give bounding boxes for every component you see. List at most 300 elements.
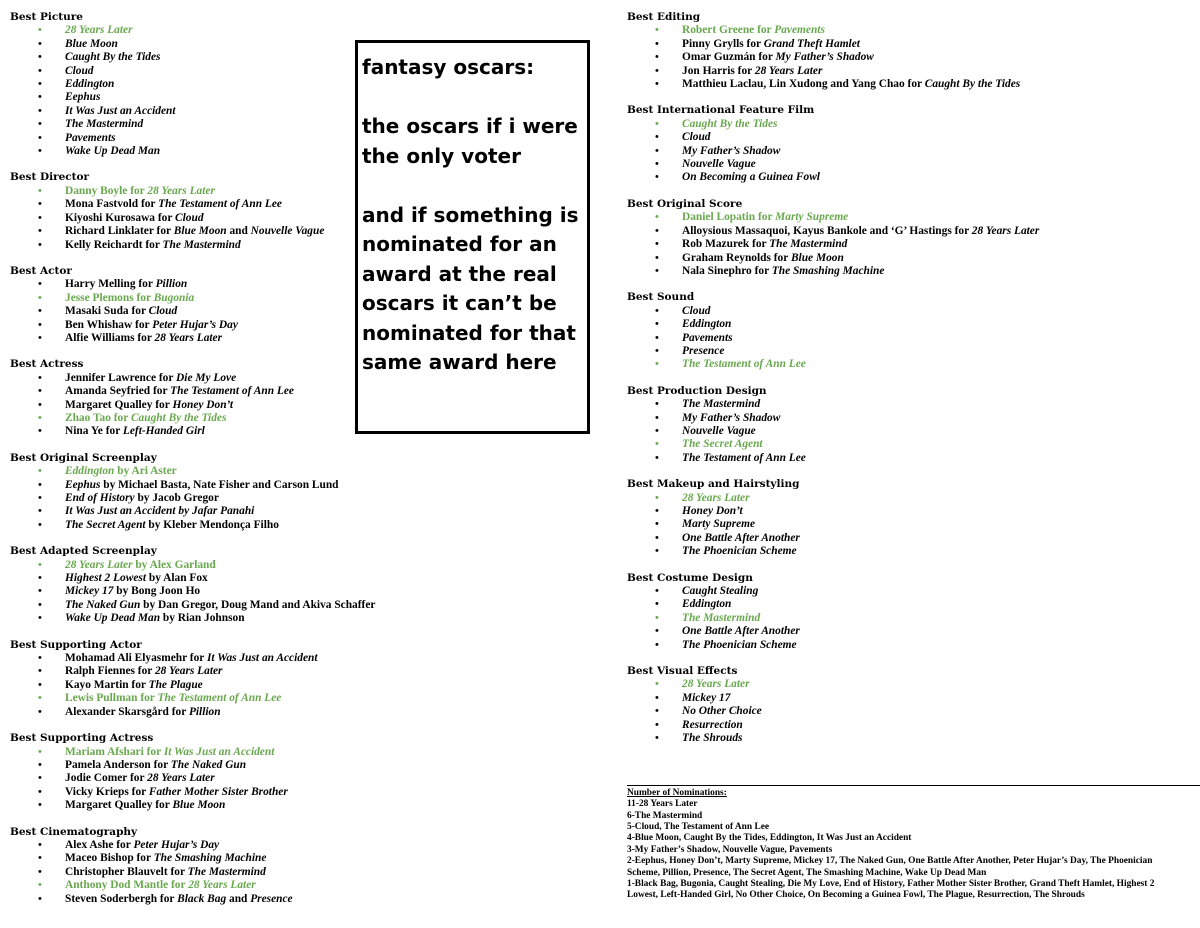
winner-nominee [10,412,355,425]
nominee [10,786,355,799]
nominee-text: Rob Mazurek for [682,238,770,251]
nominee-text: by Dan Gregor, Doug Mand and Akiva Schaffer [140,598,376,611]
winner-nominee [627,678,1200,691]
film-title: 28 Years Later [65,558,133,571]
film-title: 28 Years Later [754,64,823,77]
nominee [10,78,355,91]
winner-nominee [10,24,355,37]
nominee [10,372,355,385]
film-title: The Mastermind [769,238,848,251]
film-title: Cloud [682,131,711,144]
film-title: The Phoenician Scheme [682,638,797,651]
nominee [10,278,355,291]
nominee [10,492,355,505]
nominee-text: by Alan Fox [146,572,208,585]
winner-nominee [10,465,355,478]
nominee [10,598,376,612]
nominee [10,585,355,598]
nominee [627,225,1200,238]
film-title: The Testament of Ann Lee [682,451,806,464]
film-title: It Was Just an Accident by Jafar Panahi [65,505,255,518]
nominee-text: Vicky Krieps for [65,785,149,798]
film-title: Honey Don’t [172,398,234,411]
winner-nominee [627,612,1200,625]
nominee [10,572,355,585]
nominee-text: Daniel Lopatin for [682,211,776,224]
category-title: Best Visual Effects [627,665,738,678]
nominee-text: Steven Soderbergh for [65,892,178,905]
film-title: Pavements [682,331,733,344]
nominee-text: Danny Boyle for [65,184,148,197]
nominee-text: Nina Ye for [65,425,123,438]
film-title: The Mastermind [65,118,144,131]
film-title: The Shrouds [682,732,743,745]
nominee [627,318,1200,331]
nominee-list [627,492,1200,559]
film-title: Honey Don’t [682,505,743,517]
nominee [627,692,1200,705]
nominee-text: Graham Reynolds for [682,251,791,264]
winner-nominee [10,559,355,572]
film-title: Highest 2 Lowest [65,572,147,585]
nominee [10,305,355,318]
film-title: Eddington [682,598,732,611]
nominee-list [627,24,1200,91]
film-title: 28 Years Later [154,665,223,678]
category-section [627,385,1200,465]
nominee [10,612,355,625]
nominee-text: Ben Whishaw for [65,318,153,331]
film-title: 28 Years Later [971,224,1040,237]
nominee-text: Alex Ashe for [65,838,134,851]
film-title: Cloud [175,211,204,224]
nominee [10,665,355,678]
category-section [627,11,1200,91]
film-title: On Becoming a Guinea Fowl [682,171,820,184]
nominee [627,732,1200,745]
nominee [627,305,1200,318]
nominee [627,51,1200,64]
promo-spacer [362,83,583,113]
nominee [10,105,355,118]
winner-nominee [627,438,1200,451]
category-section [627,572,1200,652]
nominee [627,425,1200,438]
nominee-text: Zhao Tao for [65,411,131,424]
summary-line: 3-My Father’s Shadow, Nouvelle Vague, Pavements [627,844,833,855]
winner-nominee [10,692,355,705]
nominee-text: Mona Fastvold for [65,198,159,211]
nominee [627,452,1200,465]
film-title: Blue Moon [173,225,227,238]
nominee-text: Kelly Reichardt for [65,238,163,251]
film-title: Wake Up Dead Man [65,145,161,158]
nominee [10,679,355,692]
nominee-text: Alloysious Massaquoi, Kayus Bankole and ‘G’ Hastings for [682,224,972,237]
film-title: 28 Years Later [65,24,133,37]
film-title: 28 Years Later [154,331,223,344]
film-title: Cloud [65,64,94,77]
category-section [10,11,355,158]
category-title: Best Editing [627,11,701,23]
nominee-list [10,465,355,532]
nominee [627,598,1200,611]
film-title: Peter Hujar’s Day [133,838,220,851]
film-title: One Battle After Another [682,531,800,544]
nominee-text: by Bong Joon Ho [113,585,201,598]
film-title: 28 Years Later [682,678,750,691]
film-title: It Was Just an Accident [65,104,176,117]
nominee-text: by Ari Aster [114,465,177,478]
film-title: The Testament of Ann Lee [682,358,806,371]
summary-line: 1-Black Bag, Bugonia, Caught Stealing, Die My Love, End of History, Father Mother Sister Brother, Grand Theft Hamlet, Highest 2 [627,879,1155,890]
category-section [10,639,355,719]
left-column [10,11,376,919]
nominee [10,839,355,852]
film-title: Blue Moon [790,251,844,264]
category-title: Best Actor [10,264,72,277]
nominee [10,385,355,398]
summary-line: 4-Blue Moon, Caught By the Tides, Eddington, It Was Just an Accident [627,833,912,844]
nominee [10,652,355,665]
category-title: Best International Feature Film [627,104,815,117]
nominee-text: Kayo Martin for [65,678,149,691]
film-title: Pavements [774,24,825,37]
nominee-text: Amanda Seyfried for [65,385,171,398]
film-title: Eddington [65,78,115,91]
nominee-text: Christopher Blauvelt for [65,865,188,878]
promo-heading: fantasy oscars: [362,55,535,79]
nominee-text: Margaret Qualley for [65,398,173,411]
film-title: The Mastermind [187,865,266,878]
film-title: 28 Years Later [147,772,215,785]
nominee [627,719,1200,732]
nominee-text: Lewis Pullman for [65,692,158,705]
nominee [627,412,1200,425]
summary-line: 6-The Mastermind [627,810,703,821]
film-title: My Father’s Shadow [682,144,781,157]
nominee [10,759,355,772]
film-title: The Testament of Ann Lee [158,198,282,211]
summary-line: 11-28 Years Later [627,799,698,810]
film-title: Pavements [65,131,116,144]
nominations-summary [627,785,1200,902]
nominee-list [627,118,1200,185]
nominee-list [10,652,355,719]
nominee-text: by Kleber Mendonça Filho [145,518,279,531]
nominee [627,639,1200,652]
nominee-text: Jon Harris for [682,64,755,77]
category-title: Best Director [10,171,90,184]
film-title: The Naked Gun [65,598,141,611]
film-title: Presence [250,892,293,905]
nominee [10,706,355,719]
category-section [627,665,1200,745]
film-title: Blue Moon [172,799,226,812]
nominee [10,425,355,438]
nominee-text: Alfie Williams for [65,331,155,344]
nominee-list [627,585,1200,652]
film-title: One Battle After Another [682,625,800,638]
summary-line: Scheme, Pillion, Presence, The Secret Agent, The Smashing Machine, Wake Up Dead Man [627,867,987,878]
film-title: Nouvelle Vague [682,424,756,437]
nominee-text: by Michael Basta, Nate Fisher and Carson Lund [100,478,339,491]
promo-box [355,40,590,434]
category-title: Best Production Design [627,384,767,397]
film-title: The Testament of Ann Lee [157,692,282,705]
category-section [10,732,355,812]
film-title: Mickey 17 [682,691,731,704]
nominee-text: Kiyoshi Kurosawa for [65,211,176,224]
nominee-list [10,185,355,252]
nominee [627,518,1200,531]
nominee [10,118,355,131]
promo-rule: and if something is nominated for an award at the real oscars it can’t be nominated for that same award here [362,202,579,374]
winner-nominee [10,746,355,759]
film-title: The Mastermind [682,611,761,624]
promo-subheading: the oscars if i were the only voter [362,114,578,168]
film-title: Peter Hujar’s Day [152,318,238,331]
nominee [627,332,1200,345]
right-column [627,11,1200,759]
nominee-list [10,278,355,345]
film-title: The Mastermind [682,398,761,411]
film-title: The Secret Agent [65,518,146,531]
nominee [627,545,1200,558]
film-title: Die My Love [176,371,237,384]
nominee [627,532,1200,545]
category-section [627,198,1200,278]
nominee-text: Jodie Comer for [65,772,148,785]
nominee-text: by Rian Johnson [160,612,245,625]
nominee [10,239,355,252]
film-title: Grand Theft Hamlet [763,37,860,50]
nominee [10,145,355,158]
film-title: The Smashing Machine [771,264,885,277]
film-title: Eddington [65,465,115,478]
film-title: Eephus [65,478,101,491]
nominee-text: Pinny Grylls for [682,37,764,50]
category-title: Best Original Score [627,197,743,210]
category-title: Best Supporting Actor [10,638,142,651]
film-title: Father Mother Sister Brother [148,785,288,798]
nominee [10,866,355,879]
film-title: The Plague [148,678,203,691]
nominee [10,399,355,412]
nominee-text: Alexander Skarsgård for [65,705,189,718]
nominee-text: Pamela Anderson for [65,758,171,771]
film-title: My Father’s Shadow [682,411,781,424]
film-title: Pillion [155,278,188,291]
nominee-text: Maceo Bishop for [65,852,154,865]
category-title: Best Sound [627,291,695,304]
winner-nominee [627,24,1200,37]
film-title: The Smashing Machine [153,852,267,865]
category-section [10,452,355,532]
film-title: Black Bag [177,892,227,905]
category-section [10,358,355,438]
film-title: Nouvelle Vague [682,158,756,171]
nominee-list [10,558,376,626]
nominee [627,625,1200,638]
nominee-list [627,398,1200,465]
nominee-text: Jesse Plemons for [65,291,154,304]
category-title: Best Actress [10,358,84,371]
nominee [627,38,1200,51]
category-title: Best Adapted Screenplay [10,545,157,558]
nominee-text: Margaret Qualley for [65,799,173,812]
nominee-text: Richard Linklater for [65,225,174,238]
nominee-list [627,305,1200,372]
winner-nominee [10,879,355,892]
summary-line: 2-Eephus, Honey Don’t, Marty Supreme, Mickey 17, The Naked Gun, One Battle After Another, Peter Hujar’s Day, The Phoenician [627,856,1153,867]
nominee [10,212,355,225]
nominee [627,252,1200,265]
nominee-text: Robert Greene for [682,24,775,37]
film-title: Caught By the Tides [65,51,161,64]
winner-nominee [627,358,1200,371]
category-title: Best Makeup and Hairstyling [627,478,800,491]
nominee [627,345,1200,358]
nominee [10,198,355,211]
nominee [10,799,355,812]
nominee [10,38,355,51]
nominee [10,852,355,865]
film-title: It Was Just an Accident [206,652,318,665]
film-title: My Father’s Shadow [775,51,874,64]
nominee [10,893,355,906]
film-title: Caught By the Tides [130,411,227,424]
film-title: The Naked Gun [170,758,247,771]
nominee [627,171,1200,184]
nominee-text: by Jacob Gregor [134,492,219,504]
film-title: Cloud [682,304,711,317]
nominee-text: and [226,892,251,905]
summary-lines [627,799,1200,902]
film-title: The Mastermind [162,238,241,251]
nominee-text: Omar Guzmán for [682,51,776,64]
summary-line: Lowest, Left-Handed Girl, No Other Choice, On Becoming a Guinea Fowl, The Plague, Resurrection, The Shrouds [627,890,1085,901]
nominee [10,319,355,332]
film-title: Blue Moon [65,37,118,50]
winner-nominee [627,211,1200,224]
nominee [627,505,1200,518]
winner-nominee [10,185,355,198]
film-title: 28 Years Later [147,184,215,197]
nominee [10,505,355,518]
nominee [10,479,355,492]
nominee-list [627,211,1200,278]
nominee [10,51,355,64]
nominee-text: Jennifer Lawrence for [65,371,177,384]
nominee-text: Harry Melling for [65,278,156,291]
film-title: It Was Just an Accident [163,745,275,758]
nominee-text: Nala Sinephro for [682,264,772,277]
film-title: Marty Supreme [682,518,756,531]
winner-nominee [627,492,1200,505]
category-title: Best Costume Design [627,571,753,584]
category-section [10,826,355,906]
film-title: End of History [65,492,135,504]
nominee-text: and [226,225,251,238]
promo-spacer [362,171,583,201]
nominee-text: Ralph Fiennes for [65,665,155,678]
nominee [627,705,1200,718]
nominee [10,772,355,785]
film-title: Mickey 17 [65,585,114,598]
winner-nominee [627,118,1200,131]
nominee-text: Matthieu Laclau, Lin Xudong and Yang Chao for [682,78,925,91]
film-title: No Other Choice [682,705,762,718]
film-title: Caught By the Tides [682,117,778,130]
nominee-list [10,372,355,439]
nominee [10,65,355,78]
summary-title: Number of Nominations: [627,788,727,798]
nominee [627,398,1200,411]
film-title: Eephus [65,91,101,104]
film-title: The Phoenician Scheme [682,545,797,558]
nominee-list [10,24,355,158]
category-title: Best Original Screenplay [10,451,157,464]
nominee-text: Masaki Suda for [65,305,149,318]
film-title: Bugonia [153,291,195,304]
category-section [627,478,1200,558]
nominee [10,132,355,145]
film-title: Caught Stealing [682,585,759,598]
film-title: Resurrection [682,718,743,731]
film-title: Wake Up Dead Man [65,612,161,625]
film-title: Cloud [148,305,178,318]
nominee-text: by Alex Garland [132,558,216,571]
category-section [10,171,355,251]
category-section [627,291,1200,371]
nominee [627,78,1200,91]
nominee [627,158,1200,171]
summary-line: 5-Cloud, The Testament of Ann Lee [627,822,770,833]
nominee [627,65,1200,78]
nominee [627,238,1200,251]
film-title: The Secret Agent [682,438,763,451]
nominee [627,585,1200,598]
nominee [10,332,355,345]
category-title: Best Cinematography [10,825,138,838]
film-title: The Testament of Ann Lee [170,385,294,398]
nominee [627,265,1200,278]
nominee [10,225,355,238]
film-title: Left-Handed Girl [122,425,205,438]
film-title: Nouvelle Vague [250,225,325,238]
nominee-text: Mohamad Ali Elyasmehr for [65,652,207,665]
film-title: Marty Supreme [775,211,849,224]
film-title: Caught By the Tides [924,78,1021,91]
film-title: Presence [682,344,725,357]
category-section [10,265,355,345]
nominee [627,131,1200,144]
nominee-text: Mariam Afshari for [65,745,164,758]
film-title: 28 Years Later [188,879,256,892]
nominee-list [10,746,355,813]
nominee-text: Anthony Dod Mantle for [65,879,189,892]
film-title: 28 Years Later [682,491,750,504]
nominee [10,519,355,532]
category-section [10,545,376,625]
winner-nominee [10,292,355,305]
nominee [10,91,355,104]
film-title: Pillion [188,705,221,718]
category-title: Best Picture [10,11,83,23]
nominee-list [627,678,1200,745]
category-section [627,104,1200,184]
